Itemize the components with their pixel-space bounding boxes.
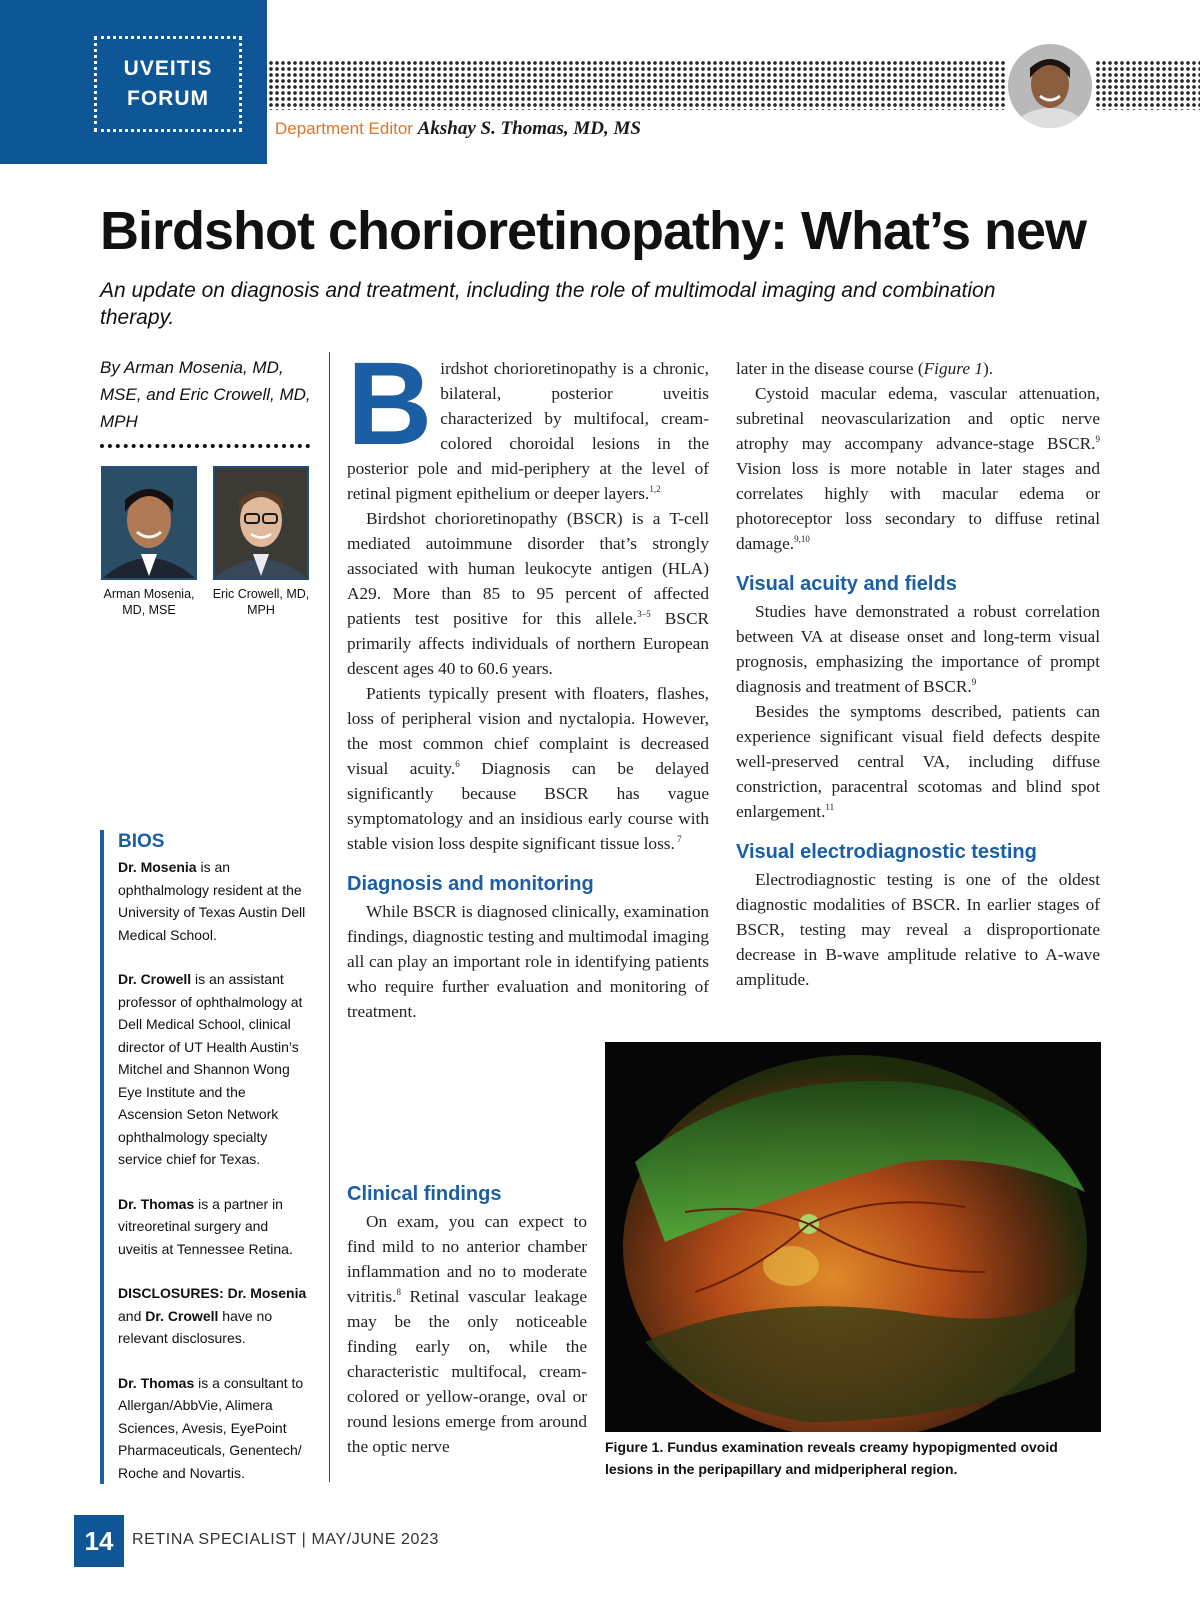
article-column-middle <box>347 338 709 1024</box>
section-heading-clinical: Clinical findings <box>347 1183 502 1205</box>
paragraph: Cystoid macular edema, vascular attenuation, subretinal neovascularization and optic nerve atrophy may accompany advance-stage BSCR.$^9$ Vision loss is more notable in later stages and correlates highly with macular edema or photoreceptor loss secondary to diffuse retinal damage.$^{9,10}$ <box>736 384 1100 553</box>
publication-footer: RETINA SPECIALIST | MAY/JUNE 2023 <box>132 1531 440 1548</box>
article-column-narrow <box>347 1180 587 1459</box>
figure-caption: Figure 1. Fundus examination reveals creamy hypopigmented ovoid lesions in the peripapillary and midperipheral region. <box>605 1439 1058 1477</box>
column-divider <box>329 352 330 1482</box>
dot-pattern-left <box>268 60 1005 110</box>
section-heading-diagnosis: Diagnosis and monitoring <box>347 873 594 895</box>
author-caption-crowell: Eric Crowell, MD, MPH <box>212 587 310 617</box>
intro-paragraph: Birdshot chorioretinopathy is a chronic, bilateral, posterior uveitis characterized by multifocal, cream-colored choroidal lesions in the posterior pole and mid-periphery at the level of retinal pigment epithelium or deeper layers.$^{1,2}$ <box>347 338 709 503</box>
paragraph: Besides the symptoms described, patients can experience significant visual field defects despite well-preserved central VA, including diffuse constriction, paracentral scotomas and blind spot enlargement.$^{11}$ <box>736 702 1100 821</box>
byline-divider <box>100 444 310 448</box>
section-heading-visual-acuity: Visual acuity and fields <box>736 573 957 595</box>
editor-photo <box>1008 44 1092 128</box>
disclosures: DISCLOSURES: Dr. Mosenia and Dr. Crowell have no relevant disclosures. <box>118 1285 307 1346</box>
disclosures-thomas: Dr. Thomas is a consultant to Allergan/AbbVie, Alimera Sciences, Avesis, EyePoint Pharmaceuticals, Genentech/ Roche and Novartis. <box>118 1374 304 1481</box>
article-subtitle: An update on diagnosis and treatment, including the role of multimodal imaging and combination therapy. <box>100 279 996 329</box>
paragraph: Electrodiagnostic testing is one of the oldest diagnostic modalities of BSCR. In earlier stages of BSCR, testing may reveal a disproportionate decrease in B-wave amplitude relative to A-wave amplitude. <box>736 870 1100 989</box>
article-title: Birdshot chorioretinopathy: What’s new <box>100 201 1087 261</box>
department-label-line2: FORUM <box>127 87 209 110</box>
bio-thomas: Dr. Thomas is a partner in vitreoretinal surgery and uveitis at Tennessee Retina. <box>118 1195 293 1257</box>
paragraph: later in the disease course (Figure 1). <box>736 359 994 378</box>
paragraph: Studies have demonstrated a robust correlation between VA at disease onset and long-term visual prognosis, emphasizing the importance of prompt diagnosis and treatment of BSCR.$^9$ <box>736 602 1100 696</box>
bios-heading: BIOS <box>118 831 165 852</box>
bio-crowell: Dr. Crowell is an assistant professor of ophthalmology at Dell Medical School, clinical director of UT Health Austin’s Mitchel and Shannon Wong Eye Institute and the Ascension Seton Network ophthalmology specialty service chief for Texas. <box>118 971 303 1167</box>
paragraph: Patients typically present with floaters, flashes, loss of peripheral vision and nyctalopia. However, the most common chief complaint is decreased visual acuity.$^6$ Diagnosis can be delayed significantly because BSCR has vague symptomatology and an insidious early course with stable vision loss despite significant tissue loss. $^7$ <box>347 684 709 853</box>
editor-credit <box>275 118 641 140</box>
department-label-line1: UVEITIS <box>123 57 213 80</box>
editor-name: Akshay S. Thomas, MD, MS <box>417 118 641 139</box>
bios-sidebar <box>100 830 310 1484</box>
section-heading-electrodiagnostic: Visual electrodiagnostic testing <box>736 841 1037 863</box>
editor-label: Department Editor <box>275 119 413 138</box>
author-caption-mosenia: Arman Mosenia, MD, MSE <box>103 587 195 617</box>
author-photo-mosenia <box>101 466 197 580</box>
drop-cap: B <box>347 338 433 470</box>
page-number: 14 <box>74 1515 124 1567</box>
author-photo-crowell <box>213 466 309 580</box>
byline: By Arman Mosenia, MD, MSE, and Eric Crowell, MD, MPH <box>100 358 311 431</box>
paragraph-clinical: On exam, you can expect to find mild to no anterior chamber inflammation and no to moderate vitritis.$^8$ Retinal vascular leakage may be the only noticeable finding early on, while the characteristic multifocal, cream-colored or yellow-orange, oval or round lesions emerge from around the optic nerve <box>347 1212 587 1456</box>
paragraph: Birdshot chorioretinopathy (BSCR) is a T-cell mediated autoimmune disorder that’s strongly associated with human leukocyte antigen (HLA) A29. More than 85 to 95 percent of affected patients test positive for this allele.$^{3-5}$ BSCR primarily affects individuals of northern European descent ages 40 to 60.6 years. <box>347 509 709 678</box>
bio-mosenia: Dr. Mosenia is an ophthalmology resident at the University of Texas Austin Dell Medical School. <box>118 859 306 943</box>
department-label <box>94 36 242 132</box>
article-column-right <box>736 356 1100 992</box>
paragraph-diagnosis: While BSCR is diagnosed clinically, examination findings, diagnostic testing and multimodal imaging all can play an important role in identifying patients who require further evaluation and monitoring of treatment. <box>347 902 709 1021</box>
fundus-image <box>605 1042 1101 1432</box>
dot-pattern-right <box>1095 60 1200 110</box>
